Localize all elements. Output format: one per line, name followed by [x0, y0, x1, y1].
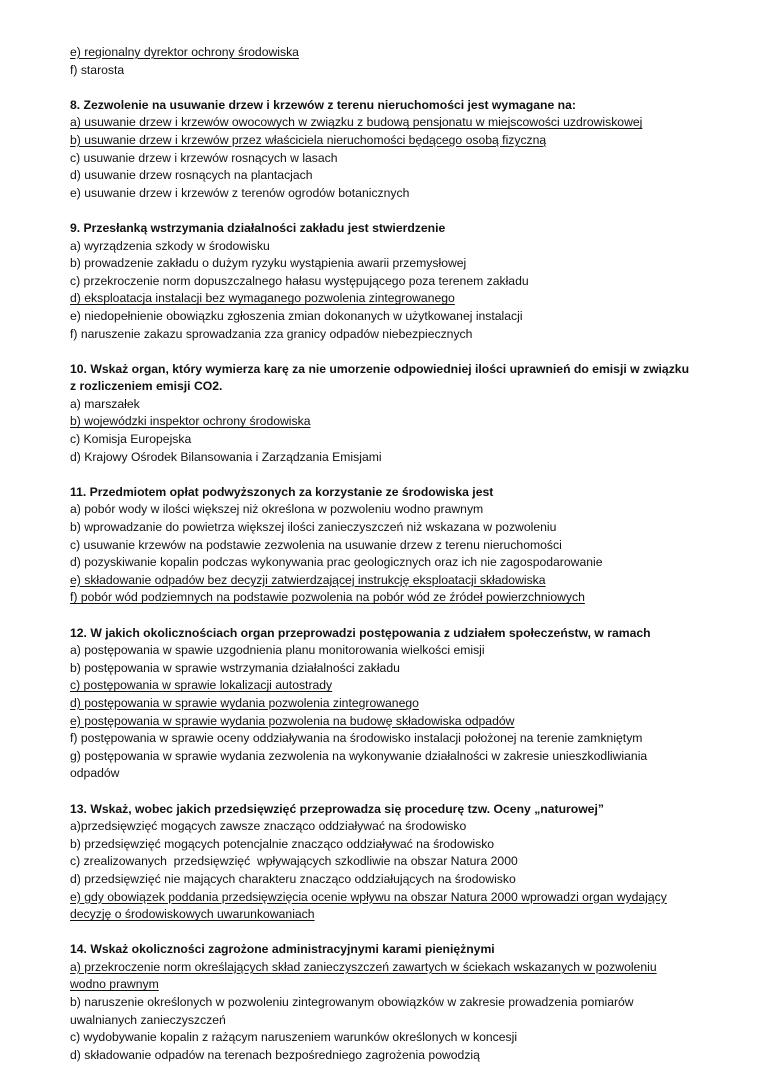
- answer-item: b) wprowadzanie do powietrza większej ilości zanieczyszczeń niż wskazana w pozwoleniu: [70, 520, 557, 535]
- answer-item: c) usuwanie krzewów na podstawie zezwolenia na usuwanie drzew z terenu nieruchomości: [70, 537, 562, 552]
- answer-item: a)przedsięwzięć mogących zawsze znacząco oddziaływać na środowisko: [70, 819, 467, 834]
- question-text: 14. Wskaż okoliczności zagrożone administracyjnymi karami pieniężnymi: [70, 942, 495, 957]
- spacer: [70, 79, 690, 97]
- spacer: [70, 607, 690, 625]
- answer-item: f) pobór wód podziemnych na podstawie pozwolenia na pobór wód ze źródeł powierzchniowych: [70, 590, 585, 605]
- answer-item: d) usuwanie drzew rosnących na plantacjach: [70, 168, 313, 183]
- spacer: [70, 466, 690, 484]
- answer-item: c) usuwanie drzew i krzewów rosnących w lasach: [70, 150, 338, 165]
- answer-item: e) regionalny dyrektor ochrony środowiska: [70, 45, 299, 59]
- question-14: [70, 941, 690, 1064]
- answer-item: f) naruszenie zakazu sprowadzania zza granicy odpadów niebezpiecznych: [70, 326, 473, 341]
- question-text: 12. W jakich okolicznościach organ przeprowadzi postępowania z udziałem społeczeństw, w ramach: [70, 625, 651, 640]
- answer-item: d) Krajowy Ośrodek Bilansowania i Zarządzania Emisjami: [70, 449, 382, 464]
- question-13: [70, 801, 690, 924]
- answer-item: c) przekroczenie norm dopuszczalnego hałasu występującego poza terenem zakładu: [70, 273, 529, 288]
- spacer: [70, 783, 690, 801]
- answer-item: f) postępowania w sprawie oceny oddziaływania na środowisko instalacji położonej na terenie zamkniętym: [70, 731, 643, 746]
- answer-item: e) usuwanie drzew i krzewów z terenów ogrodów botanicznych: [70, 185, 410, 200]
- answer-item: c) wydobywanie kopalin z rażącym naruszeniem warunków określonych w koncesji: [70, 1030, 518, 1045]
- question-text: 10. Wskaż organ, który wymierza karę za nie umorzenie odpowiedniej ilości uprawnień do emisji w związku z rozliczeniem emisji CO2.: [70, 361, 690, 394]
- answer-item: b) naruszenie określonych w pozwoleniu zintegrowanym obowiązków w zakresie prowadzenia pomiarów uwalnianych zanieczyszczeń: [70, 995, 634, 1027]
- answer-item: d) pozyskiwanie kopalin podczas wykonywania prac geologicznych oraz ich nie zagospodarowanie: [70, 555, 603, 570]
- answer-item: e) niedopełnienie obowiązku zgłoszenia zmian dokonanych w użytkowanej instalacji: [70, 308, 523, 323]
- question-text: 9. Przesłanką wstrzymania działalności zakładu jest stwierdzenie: [70, 220, 446, 235]
- spacer: [70, 202, 690, 220]
- answer-item: d) postępowania w sprawie wydania pozwolenia zintegrowanego: [70, 695, 419, 710]
- answer-item: b) przedsięwzięć mogących potencjalnie znacząco oddziaływać na środowisko: [70, 836, 495, 851]
- question-10: [70, 361, 690, 467]
- intro-block: [70, 44, 690, 79]
- answer-item: a) przekroczenie norm określających skład zanieczyszczeń zawartych w ściekach wskazanych w pozwoleniu wodno prawnym: [70, 959, 657, 992]
- answer-item: c) postępowania w sprawie lokalizacji autostrady: [70, 678, 333, 693]
- question-9: [70, 220, 690, 343]
- answer-item: a) pobór wody w ilości większej niż określona w pozwoleniu wodno prawnym: [70, 502, 484, 517]
- answer-item: g) postępowania w sprawie wydania zezwolenia na wykonywanie działalności w zakresie unieszkodliwiania odpadów: [70, 748, 648, 781]
- spacer: [70, 924, 690, 942]
- answer-item: b) usuwanie drzew i krzewów przez właściciela nieruchomości będącego osobą fizyczną: [70, 132, 547, 147]
- answer-item: b) postępowania w sprawie wstrzymania działalności zakładu: [70, 660, 400, 675]
- answer-item: c) Komisja Europejska: [70, 432, 192, 447]
- question-text: 11. Przedmiotem opłat podwyższonych za korzystanie ze środowiska jest: [70, 484, 494, 499]
- answer-item: e) postępowania w sprawie wydania pozwolenia na budowę składowiska odpadów: [70, 713, 515, 728]
- spacer: [70, 343, 690, 361]
- answer-item: e) składowanie odpadów bez decyzji zatwierdzającej instrukcję eksploatacji składowiska: [70, 572, 546, 587]
- answer-item: f) starosta: [70, 62, 125, 77]
- answer-item: d) eksploatacja instalacji bez wymaganego pozwolenia zintegrowanego: [70, 291, 455, 306]
- question-text: 8. Zezwolenie na usuwanie drzew i krzewów z terenu nieruchomości jest wymagane na:: [70, 97, 576, 112]
- question-text: 13. Wskaż, wobec jakich przedsięwzięć przeprowadza się procedurę tzw. Oceny „naturowej”: [70, 801, 604, 816]
- answer-item: a) postępowania w spawie uzgodnienia planu monitorowania wielkości emisji: [70, 643, 485, 658]
- answer-item: d) przedsięwzięć nie mających charakteru znacząco oddziałujących na środowisko: [70, 871, 516, 886]
- answer-item: e) gdy obowiązek poddania przedsięwzięcia ocenie wpływu na obszar Natura 2000 wprowadzi organ wydający decyzję o środowiskowych uwarunkowaniach: [70, 889, 667, 922]
- answer-item: c) zrealizowanych przedsięwzięć wpływających szkodliwie na obszar Natura 2000: [70, 854, 518, 869]
- answer-item: a) marszałek: [70, 396, 140, 411]
- answer-item: b) wojewódzki inspektor ochrony środowiska: [70, 414, 311, 429]
- question-8: [70, 97, 690, 203]
- answer-item: b) prowadzenie zakładu o dużym ryzyku wystąpienia awarii przemysłowej: [70, 256, 467, 271]
- question-12: [70, 625, 690, 783]
- answer-item: a) usuwanie drzew i krzewów owocowych w związku z budową pensjonatu w miejscowości uzdrowiskowej: [70, 115, 643, 130]
- question-11: [70, 484, 690, 607]
- answer-item: d) składowanie odpadów na terenach bezpośredniego zagrożenia powodzią: [70, 1047, 480, 1062]
- answer-item: a) wyrządzenia szkody w środowisku: [70, 238, 270, 253]
